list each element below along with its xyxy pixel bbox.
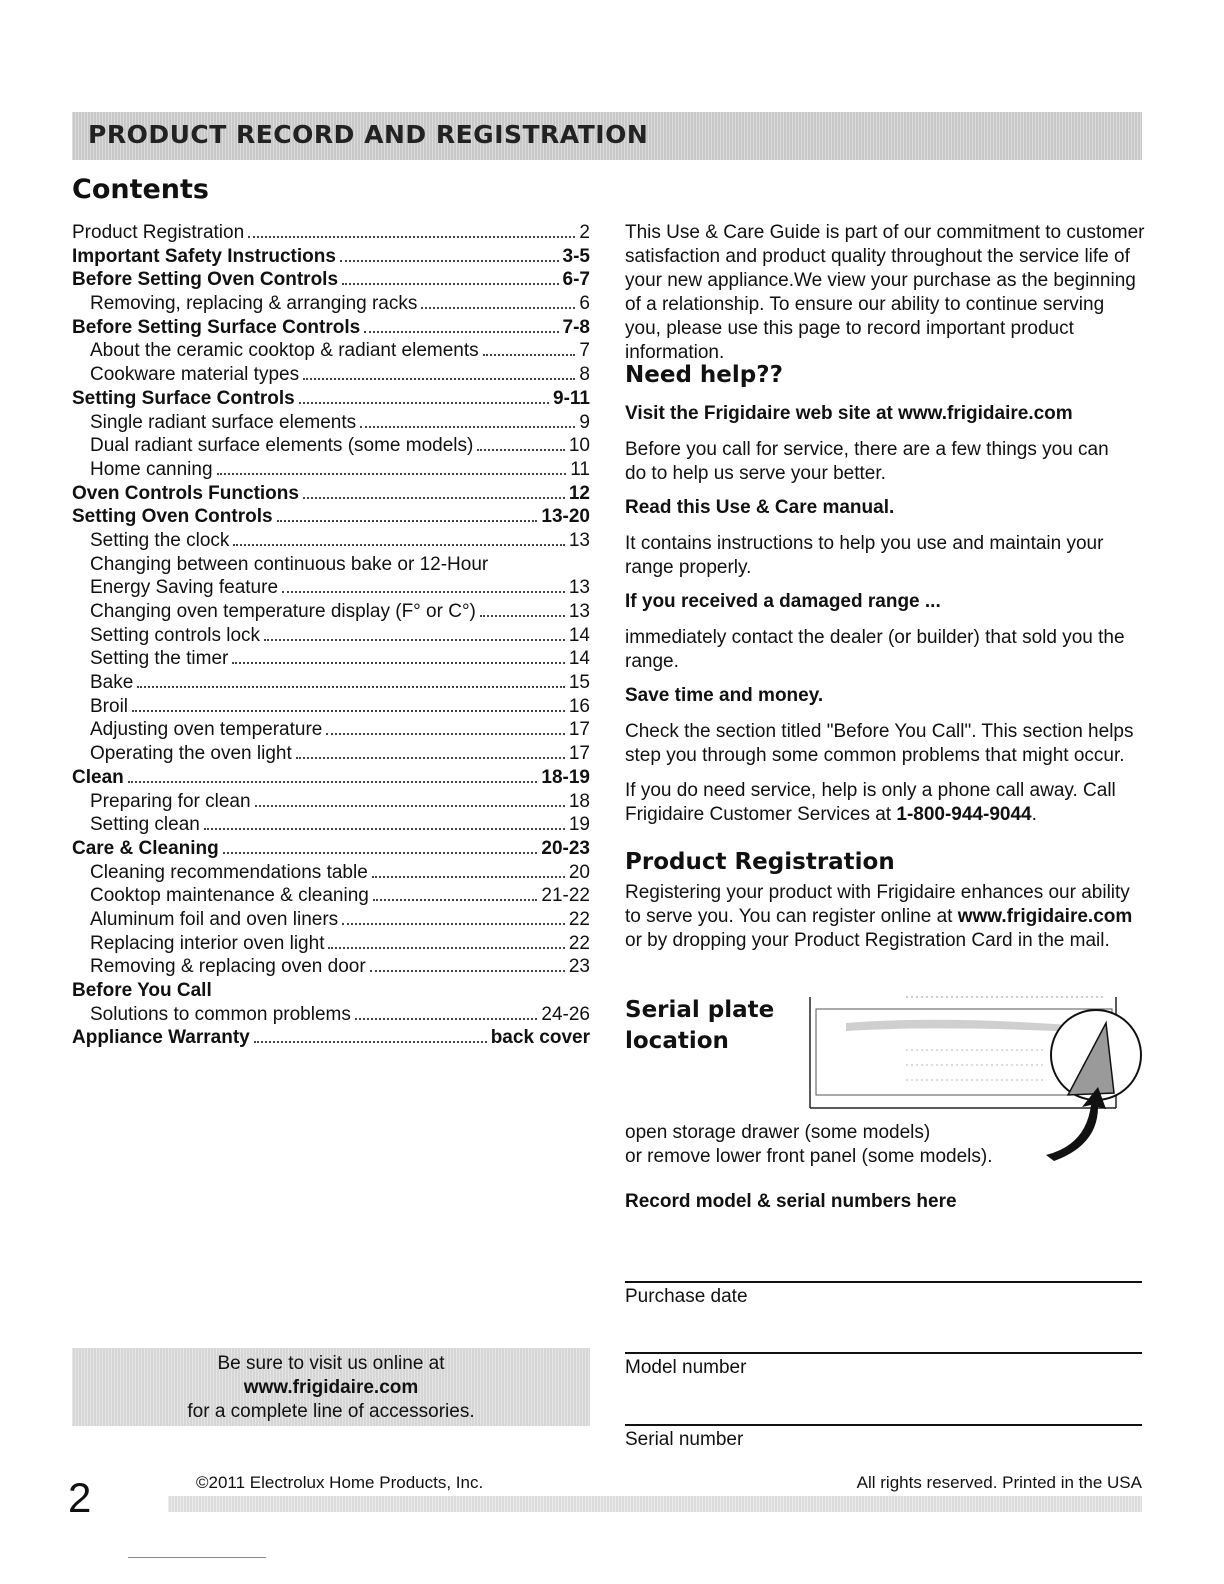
- toc-entry: [72, 837, 590, 861]
- toc-entry-page: 9-11: [553, 387, 590, 409]
- toc-entry: [72, 316, 590, 340]
- service-text: If you do need service, help is only a phone call away. Call Frigidaire Customer Services at: [625, 780, 1116, 825]
- save-time-heading: Save time and money.: [625, 685, 824, 706]
- toc-entry: [72, 908, 590, 932]
- toc-leader-dots: [282, 591, 565, 593]
- toc-entry: [72, 647, 590, 671]
- read-manual-text: It contains instructions to help you use and maintain your range properly.: [625, 533, 1104, 578]
- toc-entry-page: 18: [568, 790, 590, 812]
- toc-entry-page: 21-22: [541, 885, 590, 907]
- toc-leader-dots: [326, 733, 564, 735]
- purchase-date-line: [625, 1281, 1142, 1283]
- toc-leader-dots: [137, 686, 565, 688]
- serial-plate-caption-line-2: or remove lower front panel (some models).: [625, 1146, 993, 1167]
- toc-entry: [72, 813, 590, 837]
- toc-entry: [72, 624, 590, 648]
- footer-bar: [168, 1496, 1142, 1512]
- rights-text: All rights reserved. Printed in the USA: [856, 1473, 1142, 1492]
- toc-entry-page: 13: [568, 577, 590, 599]
- toc-entry-label: Changing oven temperature display (F° or C°): [90, 601, 476, 622]
- toc-entry-page: 20: [568, 861, 590, 883]
- toc-entry-label: Single radiant surface elements: [90, 411, 357, 433]
- toc-entry-page: 17: [568, 719, 590, 741]
- toc-leader-dots: [480, 615, 565, 617]
- registration-text-end: or by dropping your Product Registration Card in the mail.: [625, 930, 1110, 951]
- toc-leader-dots: [232, 662, 565, 664]
- toc-entry-page: 18-19: [541, 766, 590, 788]
- toc-entry-page: 15: [568, 672, 590, 694]
- promo-url-link[interactable]: www.frigidaire.com: [243, 1377, 419, 1398]
- serial-plate-heading: [625, 995, 805, 1057]
- toc-entry: [72, 363, 590, 387]
- copyright-text: ©2011 Electrolux Home Products, Inc.: [196, 1473, 484, 1492]
- toc-entry: [72, 1003, 590, 1027]
- toc-entry-page: 17: [568, 743, 590, 765]
- toc-entry-page: 2: [579, 222, 590, 243]
- registration-paragraph: [625, 881, 1145, 953]
- save-time-text: Check the section titled "Before You Call". This section helps step you through some common problems that might occur.: [625, 721, 1134, 766]
- visit-website-text: Before you call for service, there are a few things you can do to help us serve your better.: [625, 439, 1109, 484]
- serial-plate-heading-line-1: Serial plate: [625, 997, 775, 1023]
- promo-line-3: for a complete line of accessories.: [187, 1401, 475, 1422]
- toc-entry-page: 8: [579, 364, 590, 386]
- toc-entry-page: 19: [568, 814, 590, 836]
- toc-entry-page: 13: [568, 529, 590, 551]
- product-registration-heading: Product Registration: [625, 849, 895, 875]
- toc-entry: [72, 268, 590, 292]
- toc-entry-label: Dual radiant surface elements (some models): [90, 435, 474, 457]
- toc-entry-label: Solutions to common problems: [90, 1003, 351, 1025]
- toc-entry-label: Before You Call: [72, 980, 212, 1001]
- serial-number-label: Serial number: [625, 1429, 744, 1450]
- toc-entry-label: Before Setting Oven Controls: [72, 269, 339, 291]
- toc-entry-label: Broil: [90, 695, 129, 717]
- toc-entry: [72, 884, 590, 908]
- toc-entry-label: Adjusting oven temperature: [90, 719, 323, 741]
- toc-leader-dots: [264, 639, 565, 641]
- toc-entry: [72, 245, 590, 269]
- toc-leader-dots: [355, 1018, 538, 1020]
- toc-entry-label: Clean: [72, 766, 124, 788]
- toc-entry-label: Bake: [90, 672, 134, 694]
- toc-entry-label: Setting clean: [90, 814, 200, 836]
- toc-entry-label: Care & Cleaning: [72, 837, 219, 859]
- toc-leader-dots: [372, 876, 565, 878]
- toc-entry: [72, 861, 590, 885]
- toc-leader-dots: [328, 947, 564, 949]
- toc-entry-label: Removing & replacing oven door: [90, 956, 366, 978]
- toc-entry-page: 12: [568, 482, 590, 504]
- toc-entry: [72, 434, 590, 458]
- contents-title: Contents: [72, 174, 210, 205]
- page-number: 2: [68, 1474, 92, 1521]
- toc-entry-page: 11: [570, 458, 590, 480]
- toc-entry-page: 14: [568, 648, 590, 670]
- damaged-range-heading: If you received a damaged range ...: [625, 591, 941, 612]
- toc-entry-page: 13: [568, 601, 590, 622]
- toc-leader-dots: [477, 449, 565, 451]
- toc-entry-label: Cooktop maintenance & cleaning: [90, 885, 369, 907]
- toc-entry-page: 13-20: [541, 506, 590, 528]
- toc-leader-dots: [254, 1041, 487, 1043]
- toc-entry: [72, 458, 590, 482]
- toc-leader-dots: [364, 331, 558, 333]
- toc-entry: [72, 742, 590, 766]
- toc-entry-label: Before Setting Surface Controls: [72, 316, 361, 338]
- toc-leader-dots: [303, 497, 565, 499]
- toc-entry-label: Setting the clock: [90, 529, 230, 551]
- toc-leader-dots: [277, 520, 538, 522]
- toc-entry-label: Home canning: [90, 458, 213, 480]
- toc-leader-dots: [248, 236, 575, 238]
- toc-entry: [72, 932, 590, 956]
- toc-entry-label: Removing, replacing & arranging racks: [90, 293, 418, 315]
- model-number-label: Model number: [625, 1357, 747, 1378]
- toc-leader-dots: [360, 426, 575, 428]
- purchase-date-label: Purchase date: [625, 1286, 748, 1307]
- toc-entry-label: Cleaning recommendations table: [90, 861, 368, 883]
- toc-entry-page: 6-7: [562, 269, 590, 291]
- registration-url-link[interactable]: www.frigidaire.com: [957, 906, 1133, 927]
- banner-title: PRODUCT RECORD AND REGISTRATION: [88, 120, 649, 149]
- toc-leader-dots: [342, 923, 565, 925]
- accessories-promo-box: [72, 1348, 590, 1426]
- toc-leader-dots: [255, 805, 565, 807]
- toc-entry-label: Important Safety Instructions: [72, 245, 336, 267]
- toc-entry: [72, 979, 590, 1003]
- toc-leader-dots: [340, 260, 559, 262]
- toc-entry-page: 24-26: [541, 1003, 590, 1025]
- toc-entry-label: Setting the timer: [90, 648, 229, 670]
- toc-entry-label: Oven Controls Functions: [72, 482, 299, 504]
- toc-entry-label: Operating the oven light: [90, 743, 292, 765]
- toc-entry-page: 10: [568, 435, 590, 457]
- toc-entry-page: 7: [579, 340, 590, 362]
- bottom-underline: [128, 1557, 266, 1558]
- serial-plate-caption-line-1: open storage drawer (some models): [625, 1122, 931, 1143]
- toc-leader-dots: [342, 283, 559, 285]
- toc-entry-label: Changing between continuous bake or 12-Hour: [90, 553, 489, 575]
- serial-plate-heading-line-2: location: [625, 1028, 729, 1054]
- toc-entry-page: 7-8: [562, 316, 590, 338]
- toc-entry: [72, 695, 590, 719]
- service-paragraph: [625, 779, 1130, 827]
- phone-number: 1-800-944-9044: [896, 804, 1032, 825]
- toc-entry: [72, 1026, 590, 1050]
- toc-entry: [72, 529, 590, 553]
- toc-leader-dots: [132, 710, 565, 712]
- toc-entry-label: Energy Saving feature: [90, 577, 279, 599]
- toc-entry: [72, 482, 590, 506]
- toc-leader-dots: [299, 402, 549, 404]
- toc-entry: [72, 766, 590, 790]
- toc-entry: [72, 292, 590, 316]
- toc-leader-dots: [233, 544, 564, 546]
- visit-website-heading: Visit the Frigidaire web site at www.frigidaire.com: [625, 403, 1073, 424]
- toc-entry-page: 9: [579, 411, 590, 433]
- intro-paragraph: This Use & Care Guide is part of our commitment to customer satisfaction and product quality throughout the service life of your new appliance.We view your purchase as the beginning of a relationship. To ensure our ability to continue serving you, please use this page to record important product information.: [625, 222, 1145, 363]
- toc-leader-dots: [223, 852, 538, 854]
- toc-entry-page: 23: [568, 956, 590, 978]
- read-manual-heading: Read this Use & Care manual.: [625, 497, 895, 518]
- toc-entry: [72, 505, 590, 529]
- toc-entry-label: Setting Oven Controls: [72, 506, 273, 528]
- toc-entry-page: 6: [579, 293, 590, 315]
- toc-leader-dots: [483, 354, 576, 356]
- toc-entry-page: 22: [568, 932, 590, 954]
- record-numbers-heading: Record model & serial numbers here: [625, 1191, 957, 1212]
- toc-entry-page: 20-23: [541, 837, 590, 859]
- table-of-contents: [72, 221, 590, 1050]
- toc-leader-dots: [303, 378, 575, 380]
- toc-entry-label: Preparing for clean: [90, 790, 251, 812]
- toc-entry: [72, 955, 590, 979]
- toc-leader-dots: [373, 899, 538, 901]
- need-help-heading: Need help??: [625, 362, 783, 388]
- toc-entry-page: 22: [568, 908, 590, 930]
- toc-entry: [72, 339, 590, 363]
- damaged-range-text: immediately contact the dealer (or builder) that sold you the range.: [625, 627, 1125, 672]
- section-banner: [72, 112, 1142, 160]
- toc-entry-label: About the ceramic cooktop & radiant elements: [90, 340, 479, 362]
- toc-leader-dots: [421, 307, 575, 309]
- registration-text: Registering your product with Frigidaire enhances our ability to serve you. You can register online at: [625, 882, 1130, 927]
- toc-entry-label: Product Registration: [72, 222, 245, 243]
- toc-entry: [72, 718, 590, 742]
- serial-number-line: [625, 1424, 1142, 1426]
- toc-entry-label: Aluminum foil and oven liners: [90, 908, 339, 930]
- toc-entry-label: Appliance Warranty: [72, 1027, 250, 1049]
- toc-entry-page: 16: [568, 695, 590, 717]
- toc-leader-dots: [370, 970, 565, 972]
- service-text-end: .: [1031, 804, 1037, 825]
- toc-leader-dots: [128, 781, 538, 783]
- toc-entry-label: Replacing interior oven light: [90, 932, 325, 954]
- toc-entry: [72, 553, 590, 577]
- toc-entry: [72, 221, 590, 245]
- toc-leader-dots: [296, 757, 565, 759]
- toc-leader-dots: [204, 828, 565, 830]
- toc-entry-label: Setting controls lock: [90, 624, 261, 646]
- toc-leader-dots: [217, 473, 567, 475]
- toc-entry: [72, 600, 590, 624]
- toc-entry: [72, 576, 590, 600]
- promo-line-1: Be sure to visit us online at: [217, 1353, 445, 1374]
- toc-entry-page: back cover: [490, 1027, 590, 1049]
- toc-entry: [72, 411, 590, 435]
- toc-entry: [72, 790, 590, 814]
- toc-entry-label: Setting Surface Controls: [72, 387, 295, 409]
- toc-entry: [72, 671, 590, 695]
- toc-entry-page: 3-5: [562, 245, 590, 267]
- toc-entry-page: 14: [568, 624, 590, 646]
- toc-entry: [72, 387, 590, 411]
- model-number-line: [625, 1352, 1142, 1354]
- serial-plate-caption: [625, 1121, 1145, 1169]
- toc-entry-label: Cookware material types: [90, 364, 300, 386]
